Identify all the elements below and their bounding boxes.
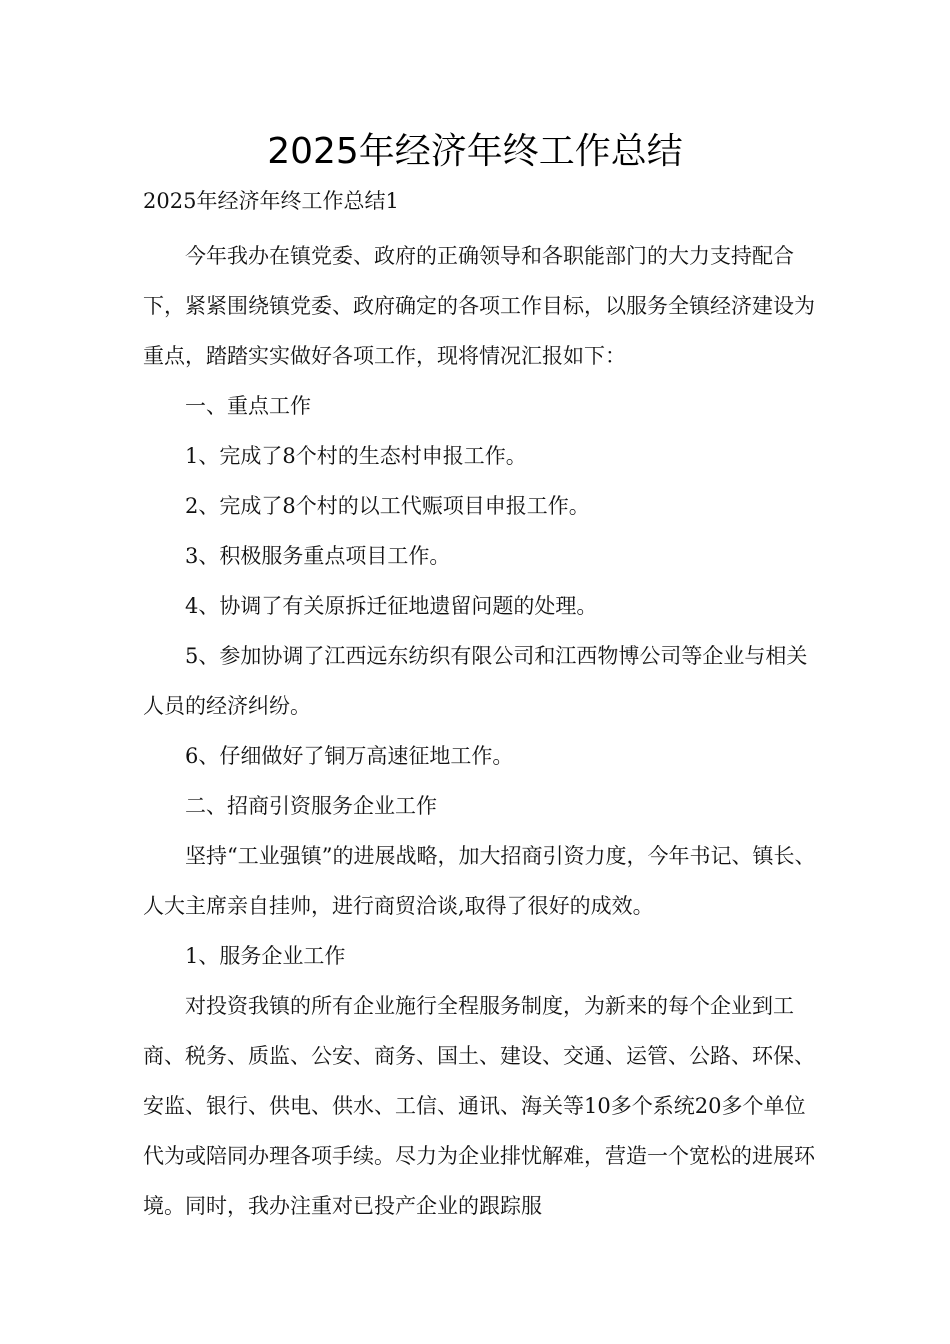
section-heading-key-work: 一、重点工作 xyxy=(185,394,311,418)
document-subtitle: 2025年经济年终工作总结1 xyxy=(143,189,399,213)
paragraph-intro: 今年我办在镇党委、政府的正确领导和各职能部门的大力支持配合下，紧紧围绕镇党委、政府确定的各项工作目标，以服务全镇经济建设为重点，踏踏实实做好各项工作，现将情况汇报如下： xyxy=(143,244,815,368)
section-heading-investment: 二、招商引资服务企业工作 xyxy=(185,794,437,818)
list-item: 6、仔细做好了铜万高速征地工作。 xyxy=(185,744,514,768)
paragraph-service: 对投资我镇的所有企业施行全程服务制度，为新来的每个企业到工商、税务、质监、公安、商务、国土、建设、交通、运管、公路、环保、安监、银行、供电、供水、工信、通讯、海关等10多个系统20多个单位代为或陪同办理各项手续。尽力为企业排忧解难，营造一个宽松的进展环境。同时，我办注重对已投产企业的跟踪服 xyxy=(143,994,815,1218)
list-item: 3、积极服务重点项目工作。 xyxy=(185,544,451,568)
list-item: 4、协调了有关原拆迁征地遗留问题的处理。 xyxy=(185,594,598,618)
list-item: 1、完成了8个村的生态村申报工作。 xyxy=(185,444,527,468)
list-item: 2、完成了8个村的以工代赈项目申报工作。 xyxy=(185,494,590,518)
paragraph-strategy: 坚持“工业强镇”的进展战略，加大招商引资力度，今年书记、镇长、人大主席亲自挂帅，进行商贸洽谈,取得了很好的成效。 xyxy=(143,844,816,918)
document-title: 2025年经济年终工作总结 xyxy=(267,131,683,172)
list-item: 5、参加协调了江西远东纺织有限公司和江西物博公司等企业与相关人员的经济纠纷。 xyxy=(143,644,808,718)
subsection-heading-service: 1、服务企业工作 xyxy=(185,944,346,968)
document-body xyxy=(143,231,823,1231)
